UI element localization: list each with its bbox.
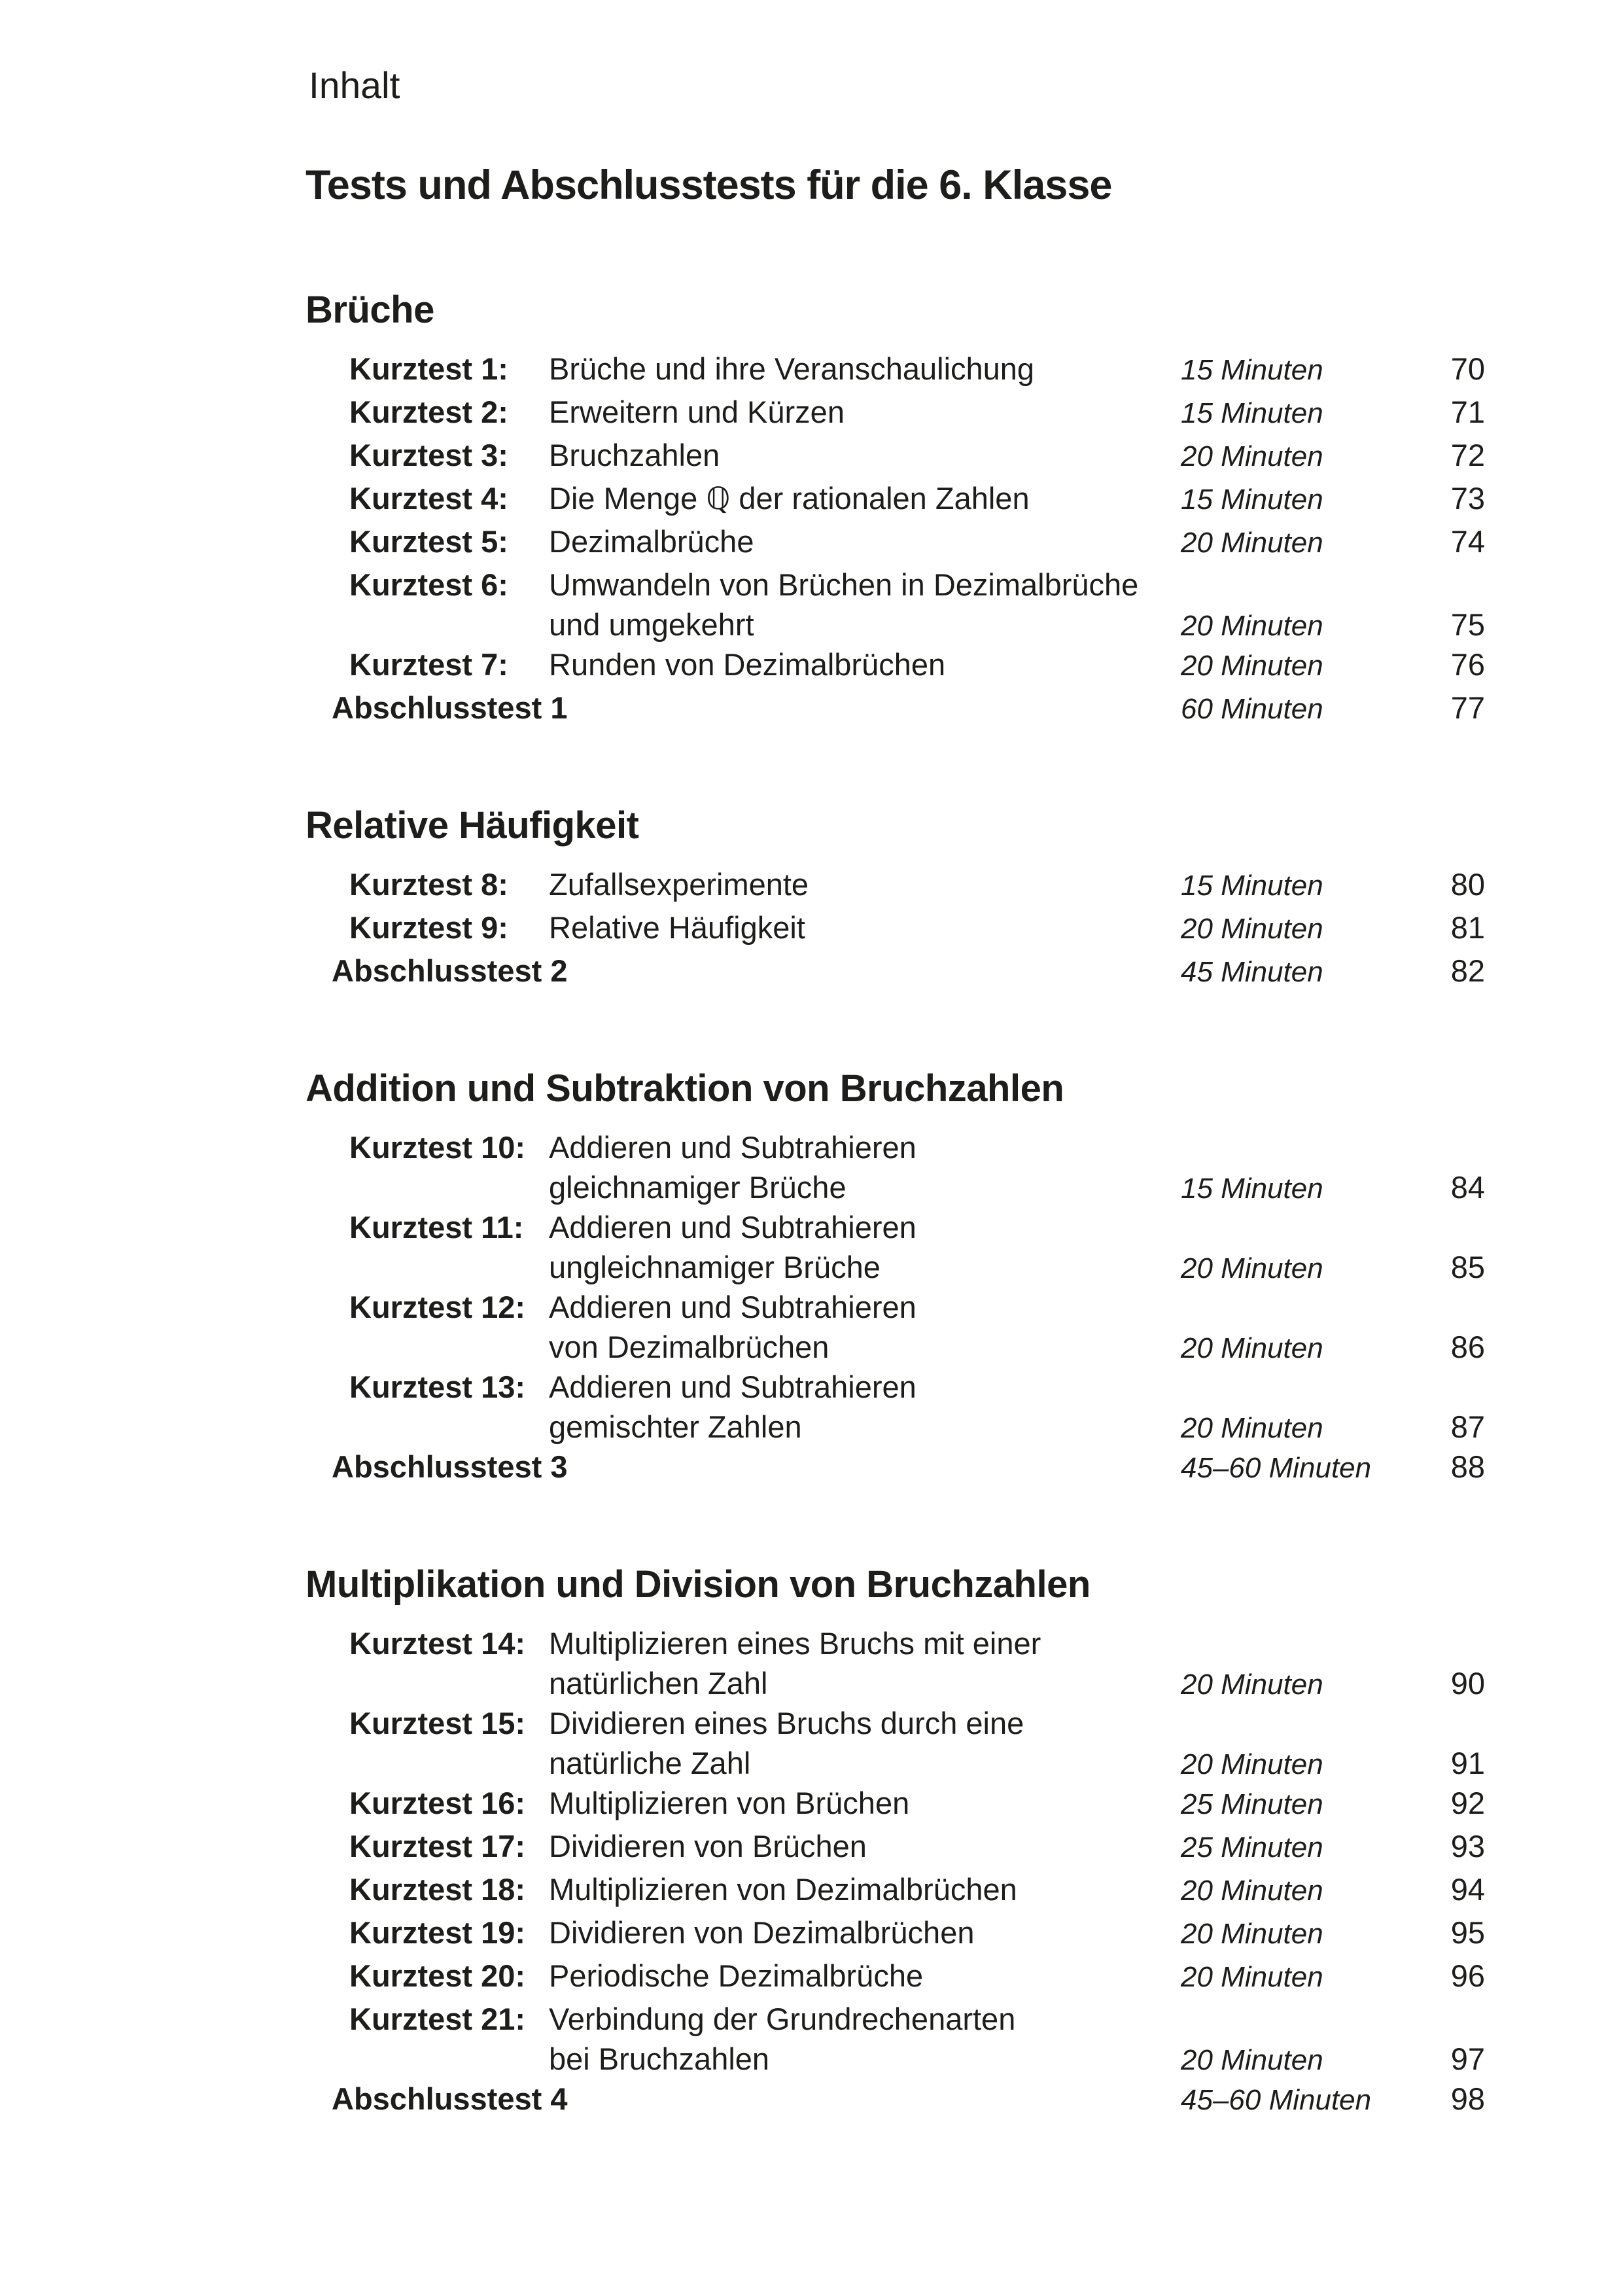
- test-label: Kurztest 14:: [349, 1626, 526, 1661]
- test-title: ungleichnamiger Brüche: [549, 1250, 881, 1284]
- test-label: Kurztest 7:: [349, 647, 508, 682]
- page-number: 90: [1450, 1666, 1485, 1701]
- test-label: Kurztest 12:: [349, 1290, 526, 1324]
- test-title: natürlichen Zahl: [549, 1666, 768, 1701]
- test-duration: 15 Minuten: [1181, 870, 1323, 902]
- test-duration: 45–60 Minuten: [1181, 2084, 1372, 2116]
- test-duration: 20 Minuten: [1181, 1918, 1323, 1950]
- test-title: Die Menge ℚ der rationalen Zahlen: [549, 481, 1030, 516]
- test-title: Dezimalbrüche: [549, 524, 754, 559]
- test-label: Kurztest 1:: [349, 351, 508, 386]
- page-number: 98: [1450, 2081, 1485, 2116]
- test-title: Runden von Dezimalbrüchen: [549, 647, 946, 682]
- toc-row-final-test: [305, 2077, 1485, 2121]
- test-label: Kurztest 17:: [349, 1829, 526, 1863]
- section-addition-subtraktion: [305, 1067, 1485, 1489]
- test-title: Verbindung der Grundrechenarten: [549, 2002, 1016, 2036]
- test-duration: 20 Minuten: [1181, 1669, 1323, 1701]
- page-number: 82: [1450, 953, 1485, 988]
- test-title: Dividieren eines Bruchs durch eine: [549, 1706, 1024, 1740]
- page-number: 93: [1450, 1829, 1485, 1863]
- toc-row: [305, 520, 1485, 563]
- toc-row: [305, 1702, 1485, 1745]
- test-duration: 25 Minuten: [1181, 1831, 1323, 1863]
- toc-row: [305, 643, 1485, 686]
- test-label: Kurztest 6:: [349, 567, 508, 602]
- toc-row: [305, 434, 1485, 477]
- test-duration: 20 Minuten: [1181, 1875, 1323, 1907]
- toc-row: [305, 477, 1485, 520]
- page-number: 76: [1450, 647, 1485, 682]
- test-duration: 45 Minuten: [1181, 956, 1323, 988]
- page-number: 71: [1450, 395, 1485, 429]
- page-number: 81: [1450, 910, 1485, 945]
- toc-row: [305, 1998, 1485, 2041]
- test-label: Kurztest 18:: [349, 1872, 526, 1907]
- page-number: 74: [1450, 524, 1485, 559]
- test-title: von Dezimalbrüchen: [549, 1330, 829, 1364]
- test-duration: 15 Minuten: [1181, 484, 1323, 516]
- toc-row: [305, 1126, 1485, 1169]
- toc-row: [305, 1622, 1485, 1665]
- test-duration: 60 Minuten: [1181, 693, 1323, 725]
- test-duration: 20 Minuten: [1181, 913, 1323, 945]
- test-title: gleichnamiger Brüche: [549, 1170, 846, 1205]
- test-title: natürliche Zahl: [549, 1746, 751, 1780]
- test-title: Periodische Dezimalbrüche: [549, 1958, 924, 1993]
- test-label: Abschlusstest 1: [332, 690, 568, 725]
- test-label: Kurztest 9:: [349, 910, 508, 945]
- section-brueche: [305, 291, 1485, 730]
- test-title: bei Bruchzahlen: [549, 2041, 770, 2076]
- test-label: Kurztest 15:: [349, 1706, 526, 1740]
- test-label: Kurztest 11:: [349, 1210, 524, 1245]
- test-label: Kurztest 4:: [349, 481, 508, 516]
- test-duration: 45–60 Minuten: [1181, 1452, 1372, 1484]
- test-title: Erweitern und Kürzen: [549, 395, 845, 429]
- toc-row-final-test: [305, 949, 1485, 993]
- section-heading: Relative Häufigkeit: [305, 804, 639, 847]
- test-label: Abschlusstest 4: [332, 2081, 568, 2116]
- test-title: Addieren und Subtrahieren: [549, 1369, 916, 1404]
- section-multiplikation-division: [305, 1563, 1485, 2121]
- test-title: Addieren und Subtrahieren: [549, 1210, 916, 1245]
- page-number: 95: [1450, 1915, 1485, 1950]
- test-title: Bruchzahlen: [549, 438, 720, 472]
- page-number: 96: [1450, 1958, 1485, 1993]
- test-title: gemischter Zahlen: [549, 1409, 802, 1444]
- test-label: Kurztest 19:: [349, 1915, 526, 1950]
- test-title: und umgekehrt: [549, 607, 754, 642]
- test-title: Multiplizieren von Dezimalbrüchen: [549, 1872, 1017, 1907]
- test-duration: 20 Minuten: [1181, 527, 1323, 559]
- test-duration: 15 Minuten: [1181, 1173, 1323, 1205]
- test-label: Kurztest 2:: [349, 395, 508, 429]
- section-heading: Multiplikation und Division von Bruchzahlen: [305, 1563, 1091, 1606]
- test-label: Abschlusstest 3: [332, 1449, 568, 1484]
- page-number: 85: [1450, 1250, 1485, 1284]
- test-label: Kurztest 8:: [349, 867, 508, 902]
- toc-row-continuation: [305, 1169, 1485, 1206]
- page-number: 77: [1450, 690, 1485, 725]
- toc-row: [305, 1825, 1485, 1868]
- test-label: Kurztest 10:: [349, 1130, 526, 1165]
- test-duration: 15 Minuten: [1181, 397, 1323, 429]
- page-title: Tests und Abschlusstests für die 6. Klasse: [305, 162, 1112, 208]
- test-title: Dividieren von Brüchen: [549, 1829, 867, 1863]
- test-duration: 20 Minuten: [1181, 1332, 1323, 1364]
- toc-row-final-test: [305, 686, 1485, 730]
- test-duration: 25 Minuten: [1181, 1788, 1323, 1820]
- test-duration: 20 Minuten: [1181, 2044, 1323, 2076]
- test-duration: 15 Minuten: [1181, 354, 1323, 386]
- toc-row: [305, 1286, 1485, 1329]
- page-number: 84: [1450, 1170, 1485, 1205]
- page-number: 86: [1450, 1330, 1485, 1364]
- test-duration: 20 Minuten: [1181, 1961, 1323, 1993]
- section-heading: Addition und Subtraktion von Bruchzahlen: [305, 1067, 1064, 1110]
- toc-row-continuation: [305, 607, 1485, 643]
- test-title: Addieren und Subtrahieren: [549, 1130, 916, 1165]
- page-number: 92: [1450, 1786, 1485, 1820]
- test-title: Zufallsexperimente: [549, 867, 809, 902]
- test-title: Addieren und Subtrahieren: [549, 1290, 916, 1324]
- page-number: 94: [1450, 1872, 1485, 1907]
- page-number: 88: [1450, 1449, 1485, 1484]
- toc-row: [305, 391, 1485, 434]
- test-duration: 20 Minuten: [1181, 1412, 1323, 1444]
- page-number: 80: [1450, 867, 1485, 902]
- toc-row-final-test: [305, 1445, 1485, 1489]
- page-number: 87: [1450, 1409, 1485, 1444]
- test-duration: 20 Minuten: [1181, 650, 1323, 682]
- test-title: Brüche und ihre Veranschaulichung: [549, 351, 1035, 386]
- toc-row: [305, 1366, 1485, 1409]
- page-number: 70: [1450, 351, 1485, 386]
- running-header: Inhalt: [309, 65, 400, 107]
- test-title: Dividieren von Dezimalbrüchen: [549, 1915, 975, 1950]
- toc-row-continuation: [305, 1329, 1485, 1366]
- test-duration: 20 Minuten: [1181, 610, 1323, 642]
- toc-row-continuation: [305, 2041, 1485, 2077]
- test-label: Kurztest 20:: [349, 1958, 526, 1993]
- test-label: Kurztest 21:: [349, 2002, 526, 2036]
- toc-row-continuation: [305, 1745, 1485, 1782]
- toc-row: [305, 1911, 1485, 1954]
- toc-row-continuation: [305, 1665, 1485, 1702]
- section-heading: Brüche: [305, 289, 434, 331]
- toc-row: [305, 1206, 1485, 1249]
- toc-row: [305, 1868, 1485, 1911]
- page-number: 91: [1450, 1746, 1485, 1780]
- page-number: 73: [1450, 481, 1485, 516]
- toc-row: [305, 906, 1485, 949]
- test-label: Kurztest 16:: [349, 1786, 526, 1820]
- test-label: Kurztest 3:: [349, 438, 508, 472]
- test-label: Abschlusstest 2: [332, 953, 568, 988]
- test-duration: 20 Minuten: [1181, 440, 1323, 472]
- toc-row-continuation: [305, 1249, 1485, 1286]
- test-duration: 20 Minuten: [1181, 1252, 1323, 1284]
- page-number: 72: [1450, 438, 1485, 472]
- page-number: 97: [1450, 2041, 1485, 2076]
- test-title: Multiplizieren von Brüchen: [549, 1786, 910, 1820]
- test-duration: 20 Minuten: [1181, 1748, 1323, 1780]
- toc-row: [305, 863, 1485, 906]
- toc-row: [305, 347, 1485, 391]
- test-title: Relative Häufigkeit: [549, 910, 805, 945]
- toc-row: [305, 1782, 1485, 1825]
- test-label: Kurztest 5:: [349, 524, 508, 559]
- page-number: 75: [1450, 607, 1485, 642]
- section-relative-haeufigkeit: [305, 804, 1485, 993]
- test-title: Umwandeln von Brüchen in Dezimalbrüche: [549, 567, 1139, 602]
- toc-row: [305, 1954, 1485, 1998]
- toc-row-continuation: [305, 1409, 1485, 1445]
- toc-row: [305, 563, 1485, 607]
- test-label: Kurztest 13:: [349, 1369, 526, 1404]
- test-title: Multiplizieren eines Bruchs mit einer: [549, 1626, 1041, 1661]
